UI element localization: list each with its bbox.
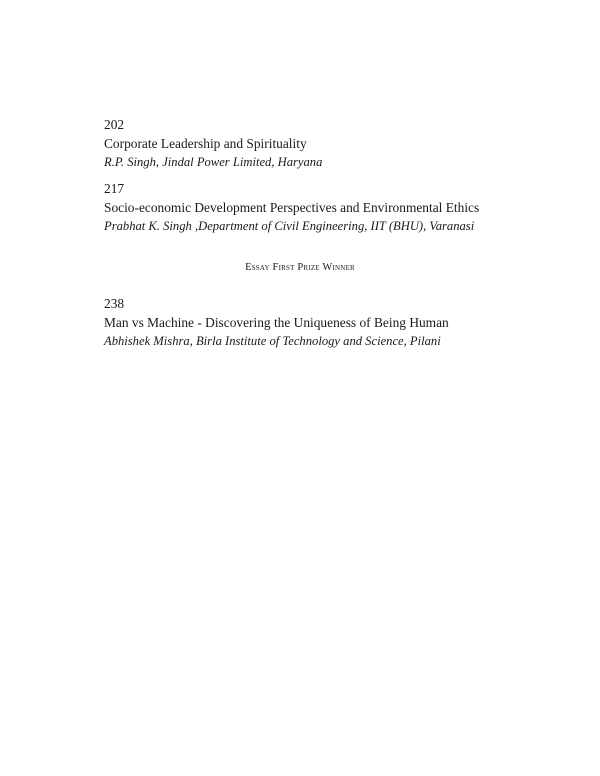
entry-author: Prabhat K. Singh ,Department of Civil Engineering, IIT (BHU), Varanasi (104, 219, 475, 233)
toc-entry (104, 116, 584, 172)
toc-entry (104, 295, 584, 351)
page-number: 238 (104, 296, 125, 311)
entry-author: R.P. Singh, Jindal Power Limited, Haryana (104, 155, 323, 169)
page-number: 217 (104, 181, 125, 196)
entry-title: Corporate Leadership and Spirituality (104, 135, 307, 151)
entry-title: Socio-economic Development Perspectives and Environmental Ethics (104, 199, 480, 215)
entry-author: Abhishek Mishra, Birla Institute of Technology and Science, Pilani (104, 334, 441, 348)
entry-title: Man vs Machine - Discovering the Uniqueness of Being Human (104, 314, 449, 330)
section-heading: Essay First Prize Winner (245, 262, 355, 273)
page-number: 202 (104, 117, 125, 132)
toc-entry (104, 180, 584, 236)
